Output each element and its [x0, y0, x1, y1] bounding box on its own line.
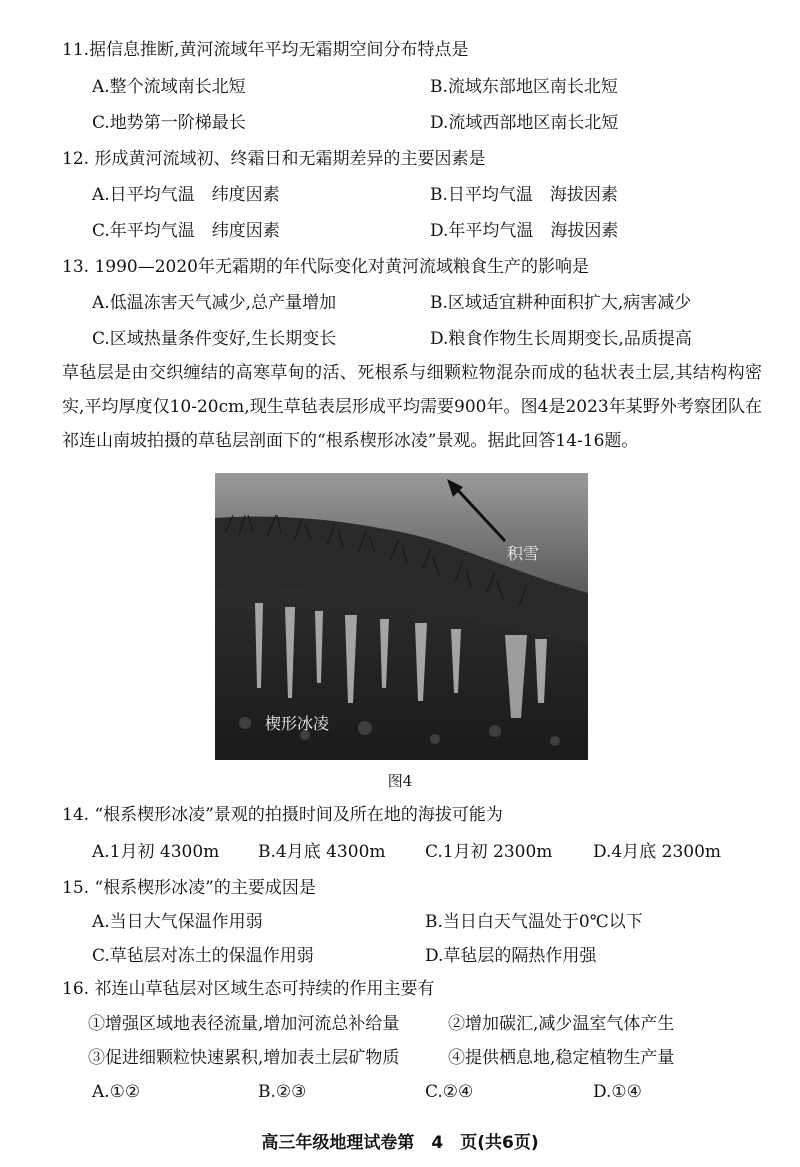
question-12-option-b: B.日平均气温 海拔因素: [430, 185, 618, 205]
question-12-option-d: D.年平均气温 海拔因素: [430, 221, 619, 241]
question-14-option-c: C.1月初 2300m: [425, 842, 553, 862]
question-11-option-a: A.整个流域南长北短: [92, 77, 246, 97]
question-13-stem: 13. 1990—2020年无霜期的年代际变化对黄河流域粮食生产的影响是: [62, 257, 589, 277]
question-16-option-a: A.①②: [92, 1082, 141, 1102]
question-14-option-d: D.4月底 2300m: [593, 842, 722, 862]
question-14-option-b: B.4月底 4300m: [258, 842, 386, 862]
question-15-option-c: C.草毡层对冻土的保温作用弱: [92, 946, 314, 966]
question-12-stem: 12. 形成黄河流域初、终霜日和无霜期差异的主要因素是: [62, 149, 486, 169]
figure-caption: 图4: [387, 772, 413, 790]
label-wedge-ice: 楔形冰凌: [265, 714, 330, 733]
question-11-option-d: D.流域西部地区南长北短: [430, 113, 619, 133]
question-15-option-a: A.当日大气保温作用弱: [92, 912, 263, 932]
question-16-option-d: D.①④: [593, 1082, 642, 1102]
question-15-option-b: B.当日白天气温处于0℃以下: [425, 912, 643, 932]
question-16-option-b: B.②③: [258, 1082, 307, 1102]
label-snow: 积雪: [507, 544, 540, 563]
question-16-stem: 16. 祁连山草毡层对区域生态可持续的作用主要有: [62, 979, 435, 999]
question-11-option-c: C.地势第一阶梯最长: [92, 113, 246, 133]
question-12-option-c: C.年平均气温 纬度因素: [92, 221, 280, 241]
question-15-option-d: D.草毡层的隔热作用强: [425, 946, 597, 966]
question-14-option-a: A.1月初 4300m: [92, 842, 220, 862]
question-16-statement-3: ③促进细颗粒快速累积,增加表土层矿物质: [88, 1048, 400, 1068]
question-13-option-d: D.粮食作物生长周期变长,品质提高: [430, 329, 692, 349]
question-13-option-c: C.区域热量条件变好,生长期变长: [92, 329, 337, 349]
question-16-statement-2: ②增加碳汇,减少温室气体产生: [448, 1014, 675, 1034]
question-11-option-b: B.流域东部地区南长北短: [430, 77, 618, 97]
question-11-stem: 11.据信息推断,黄河流域年平均无霜期空间分布特点是: [62, 40, 469, 60]
reading-passage: 草毡层是由交织缠结的高寒草甸的活、死根系与细颗粒物混杂而成的毡状表土层,其结构构密实,平均厚度仅10-20cm,现生草毡表层形成平均需要900年。图4是2023年某野外考察团队在祁连山南坡拍摄的草毡层剖面下的“根系楔形冰凌”景观。据此回答14-16题。: [62, 363, 762, 451]
page-footer: 高三年级地理试卷第 4 页(共6页): [261, 1133, 539, 1153]
question-16-statement-4: ④提供栖息地,稳定植物生产量: [448, 1048, 675, 1068]
figure-4-photo: [215, 473, 588, 760]
question-13-option-b: B.区域适宜耕种面积扩大,病害减少: [430, 293, 692, 313]
question-16-option-c: C.②④: [425, 1082, 474, 1102]
question-16-statement-1: ①增强区域地表径流量,增加河流总补给量: [88, 1014, 400, 1034]
question-15-stem: 15. “根系楔形冰凌”的主要成因是: [62, 878, 316, 898]
question-14-stem: 14. “根系楔形冰凌”景观的拍摄时间及所在地的海拔可能为: [62, 805, 503, 825]
question-12-option-a: A.日平均气温 纬度因素: [92, 185, 280, 205]
question-13-option-a: A.低温冻害天气减少,总产量增加: [92, 293, 337, 313]
